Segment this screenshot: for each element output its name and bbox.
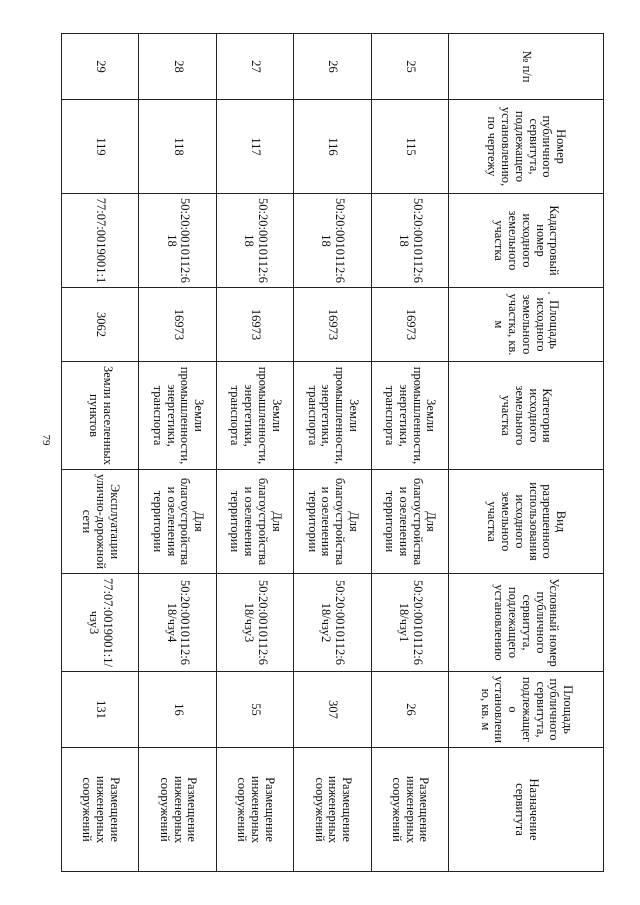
table-row [371, 34, 448, 872]
rotated-table-area [61, 33, 604, 871]
purpose-cell: Размещение инженерных сооружений [294, 748, 371, 872]
drawing-number-cell: 117 [216, 100, 293, 194]
servitude-table [61, 33, 604, 871]
conditional-number-cell: 77:07:0019001:1/чзу3 [62, 574, 139, 672]
header-cell: Номер публичного сервитута, подлежащего установлению, по чертежу [449, 100, 604, 194]
permitted-use-cell: Для благоустройства и озеленения территории [216, 470, 293, 574]
header-cell: Площадь исходного земельного участка, кв. м [449, 288, 604, 362]
row-number-cell: 26 [294, 34, 371, 100]
table-row [62, 34, 139, 872]
drawing-number-cell: 119 [62, 100, 139, 194]
purpose-cell: Размещение инженерных сооружений [216, 748, 293, 872]
header-cell: Условный номер публичного сервитута, подлежащего установлению [449, 574, 604, 672]
land-category-cell: Земли населенных пунктов [62, 362, 139, 470]
conditional-number-cell: 50:20:0010112:618/чзу2 [294, 574, 371, 672]
land-category-cell: Земли промышленности, энергетики, транспорта [294, 362, 371, 470]
header-cell: Назначение сервитута [449, 748, 604, 872]
permitted-use-cell: Эксплуатации улично-дорожной сети [62, 470, 139, 574]
servitude-area-cell: 55 [216, 672, 293, 748]
purpose-cell: Размещение инженерных сооружений [62, 748, 139, 872]
table-row [216, 34, 293, 872]
table-row [294, 34, 371, 872]
drawing-number-cell: 118 [139, 100, 216, 194]
servitude-area-cell: 131 [62, 672, 139, 748]
land-category-cell: Земли промышленности, энергетики, транспорта [371, 362, 448, 470]
permitted-use-cell: Для благоустройства и озеленения территории [371, 470, 448, 574]
servitude-area-cell: 16 [139, 672, 216, 748]
source-area-cell: 16973 [371, 288, 448, 362]
header-cell: № п/п [449, 34, 604, 100]
permitted-use-cell: Для благоустройства и озеленения территории [139, 470, 216, 574]
header-cell: Вид разрешенного использования исходного земельного участка [449, 470, 604, 574]
land-category-cell: Земли промышленности, энергетики, транспорта [216, 362, 293, 470]
table-header-row [449, 34, 604, 872]
drawing-number-cell: 115 [371, 100, 448, 194]
row-number-cell: 29 [62, 34, 139, 100]
servitude-area-cell: 307 [294, 672, 371, 748]
permitted-use-cell: Для благоустройства и озеленения территории [294, 470, 371, 574]
cadastral-number-cell: 50:20:0010112:618 [216, 194, 293, 288]
source-area-cell: 16973 [294, 288, 371, 362]
land-category-cell: Земли промышленности, энергетики, транспорта [139, 362, 216, 470]
source-area-cell: 16973 [139, 288, 216, 362]
header-cell: Кадастровый номер исходного земельного участка [449, 194, 604, 288]
conditional-number-cell: 50:20:0010112:618/чзу4 [139, 574, 216, 672]
table-row [139, 34, 216, 872]
servitude-area-cell: 26 [371, 672, 448, 748]
purpose-cell: Размещение инженерных сооружений [371, 748, 448, 872]
drawing-number-cell: 116 [294, 100, 371, 194]
cadastral-number-cell: 50:20:0010112:618 [294, 194, 371, 288]
row-number-cell: 28 [139, 34, 216, 100]
header-cell: Площадь публичного сервитута, подлежащего установлению, кв. м [449, 672, 604, 748]
cadastral-number-cell: 50:20:0010112:618 [371, 194, 448, 288]
cadastral-number-cell: 50:20:0010112:618 [139, 194, 216, 288]
row-number-cell: 27 [216, 34, 293, 100]
row-number-cell: 25 [371, 34, 448, 100]
cadastral-number-cell: 77:07:0019001:1 [62, 194, 139, 288]
source-area-cell: 3062 [62, 288, 139, 362]
conditional-number-cell: 50:20:0010112:618/чзу1 [371, 574, 448, 672]
header-cell: Категория исходного земельного участка [449, 362, 604, 470]
source-area-cell: 16973 [216, 288, 293, 362]
page-number: 79 [40, 434, 52, 446]
purpose-cell: Размещение инженерных сооружений [139, 748, 216, 872]
conditional-number-cell: 50:20:0010112:618/чзу3 [216, 574, 293, 672]
